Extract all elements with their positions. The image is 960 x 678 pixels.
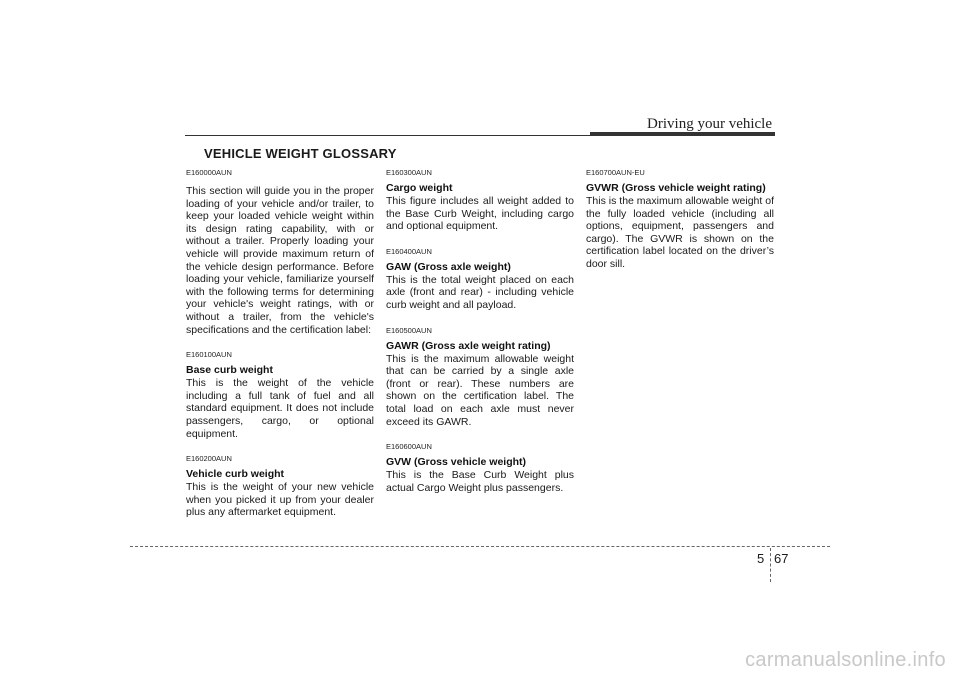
- entry-heading: GVWR (Gross vehicle weight rating): [586, 182, 766, 194]
- page-number-divider: [770, 548, 771, 582]
- column-2: [386, 168, 574, 508]
- entry-code: E160400AUN: [386, 246, 432, 256]
- intro-body: This section will guide you in the proper loading of your vehicle and/or trailer, to keep your loaded vehicle weight within its design rating capability, with or without a trailer. Properly loading your vehicle will provide maximum return of the vehicle design performance. Before loading your vehicle, familiarize yourself with the following terms for determining your vehicle's weight ratings, with or without a trailer, from the vehicle's specifications and the certification label:: [186, 185, 374, 336]
- column-3: [586, 168, 774, 285]
- entry-heading: GVW (Gross vehicle weight): [386, 456, 527, 469]
- entry-body: This is the Base Curb Weight plus actual Cargo Weight plus passengers.: [386, 469, 574, 494]
- entry-code: E160600AUN: [386, 442, 432, 452]
- column-1: [186, 168, 374, 533]
- entry-body: This is the weight of the vehicle including a full tank of fuel and all standard equipment. It does not include passengers, cargo, or optional equipment.: [186, 377, 374, 440]
- page-chapter: 5: [757, 551, 765, 566]
- entry-heading: GAWR (Gross axle weight rating): [386, 339, 551, 352]
- entry-heading: Base curb weight: [186, 364, 273, 377]
- entry-heading: GAW (Gross axle weight): [386, 260, 511, 273]
- watermark: carmanualsonline.info: [745, 649, 946, 671]
- entry-code: E160300AUN: [386, 168, 432, 177]
- header-title: Driving your vehicle: [647, 116, 772, 132]
- entry-code: E160700AUN-EU: [586, 168, 645, 177]
- entry-code: E160500AUN: [386, 325, 432, 335]
- glossary-title: VEHICLE WEIGHT GLOSSARY: [204, 146, 397, 161]
- header-rule: [185, 132, 775, 138]
- page-number: 67: [774, 551, 789, 566]
- header-rule-thick: [590, 132, 775, 136]
- footer-rule: [130, 546, 830, 547]
- entry-code: E160000AUN: [186, 168, 232, 177]
- entry-heading: Vehicle curb weight: [186, 468, 285, 481]
- entry-body: This is the total weight placed on each axle (front and rear) - including vehicle curb weight and all payload.: [386, 273, 574, 311]
- entry-body: This is the maximum allowable weight of the fully loaded vehicle (including all options, equipment, passengers and cargo). The GVWR is shown on the certification label located on the driver’s door sill.: [586, 195, 774, 270]
- entry-code: E160200AUN: [186, 454, 232, 464]
- entry-body: This is the maximum allowable weight that can be carried by a single axle (front or rear). These numbers are shown on the certification label. The total load on each axle must never exceed its GAWR.: [386, 352, 574, 428]
- entry-body: This figure includes all weight added to the Base Curb Weight, including cargo and optional equipment.: [386, 195, 574, 233]
- entry-code: E160100AUN: [186, 350, 232, 360]
- entry-heading: Cargo weight: [386, 182, 453, 194]
- entry-body: This is the weight of your new vehicle when you picked it up from your dealer plus any aftermarket equipment.: [186, 481, 374, 519]
